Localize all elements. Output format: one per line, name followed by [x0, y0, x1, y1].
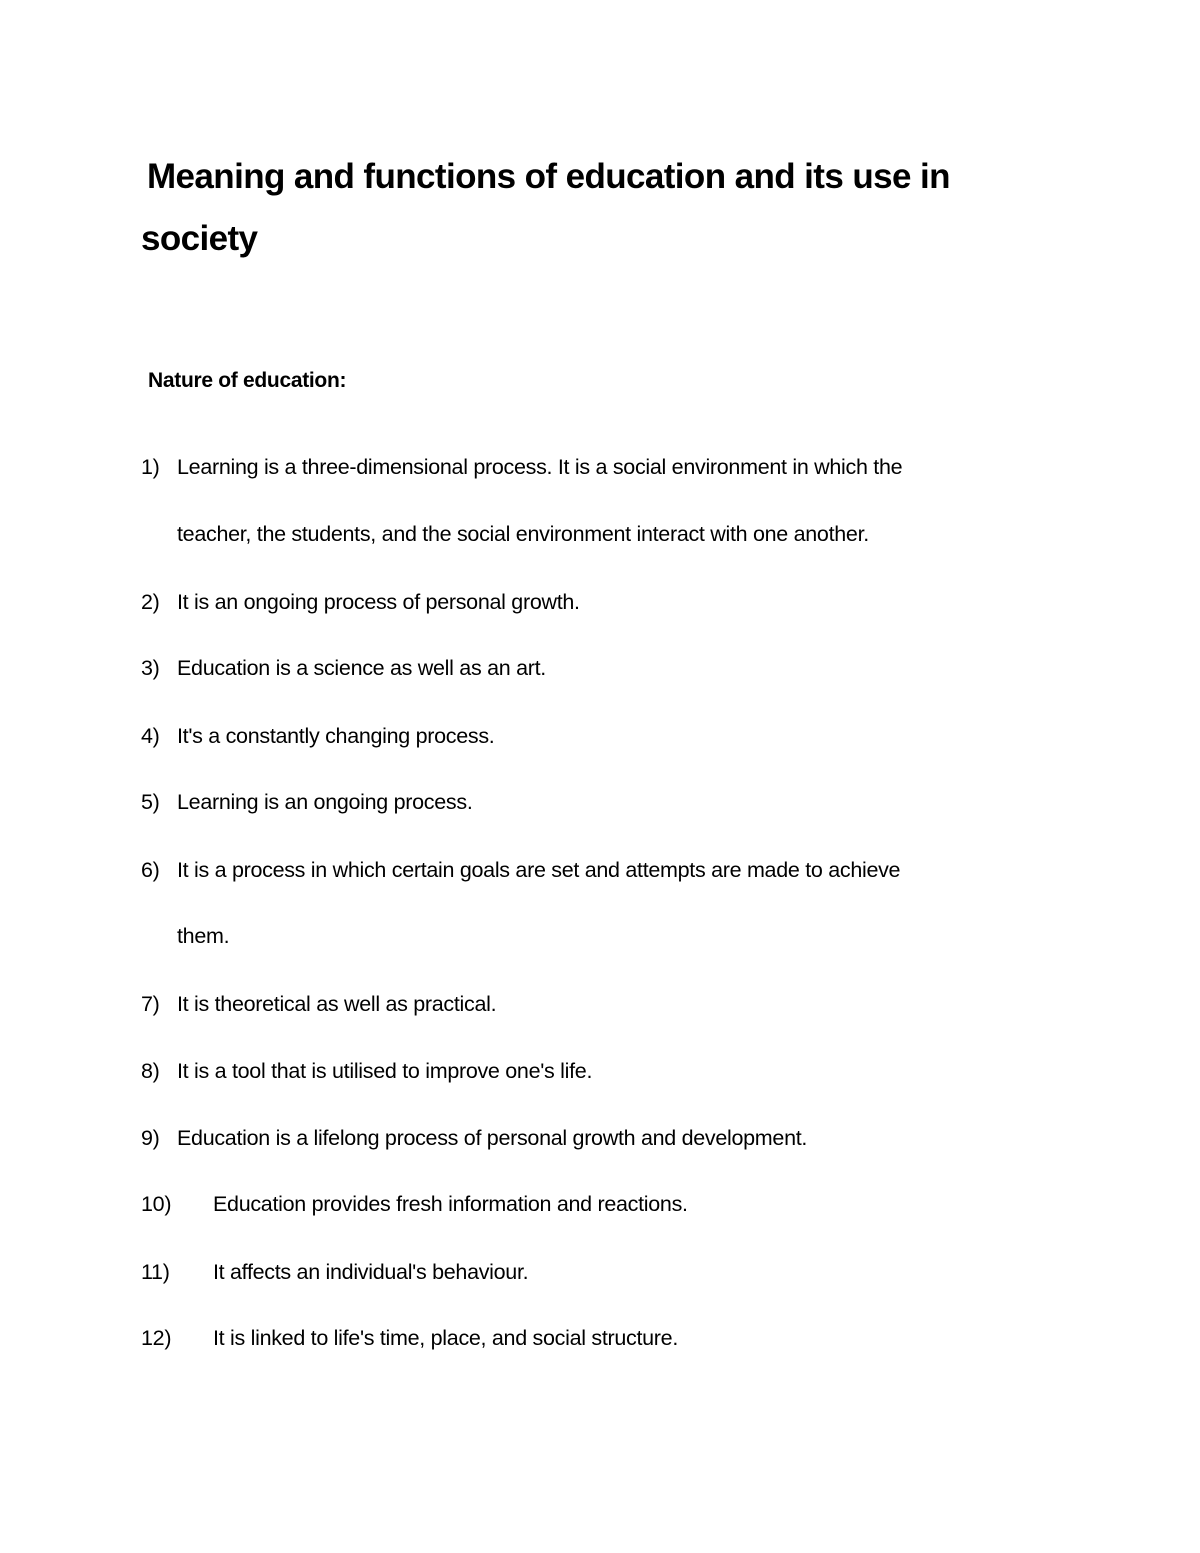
list-item-number: 1): [141, 455, 160, 479]
title-line-1: Meaning and functions of education and its use in: [147, 157, 950, 196]
list-item-number: 2): [141, 590, 160, 614]
list-item-text: Learning is a three-dimensional process. It is a social environment in which the: [177, 455, 903, 479]
list-item-number: 7): [141, 992, 160, 1016]
section-heading: Nature of education:: [148, 369, 347, 392]
list-item-text: It is an ongoing process of personal growth.: [177, 590, 580, 614]
list-item-number: 5): [141, 790, 160, 814]
list-item-text: Education provides fresh information and reactions.: [213, 1192, 688, 1216]
list-item-text: It's a constantly changing process.: [177, 724, 495, 748]
list-item-number: 10): [141, 1192, 172, 1216]
list-item-text: It affects an individual's behaviour.: [213, 1260, 529, 1284]
list-item-number: 4): [141, 724, 160, 748]
list-item-text-continued: teacher, the students, and the social environment interact with one another.: [177, 522, 869, 546]
list-item-number: 8): [141, 1059, 160, 1083]
list-item-number: 6): [141, 858, 160, 882]
list-item-text: Education is a science as well as an art.: [177, 656, 546, 680]
list-item-text-continued: them.: [177, 924, 230, 948]
list-item-text: It is a process in which certain goals are set and attempts are made to achieve: [177, 858, 901, 882]
list-item-text: It is a tool that is utilised to improve one's life.: [177, 1059, 593, 1083]
list-item-number: 9): [141, 1126, 160, 1150]
list-item-number: 11): [141, 1260, 170, 1284]
document-title: [141, 146, 1077, 270]
list-item-text: Education is a lifelong process of personal growth and development.: [177, 1126, 808, 1150]
list-item-number: 12): [141, 1326, 172, 1350]
list-item-number: 3): [141, 656, 160, 680]
list-item-text: Learning is an ongoing process.: [177, 790, 473, 814]
list-item-text: It is theoretical as well as practical.: [177, 992, 497, 1016]
title-line-2: society: [141, 219, 258, 258]
list-item-text: It is linked to life's time, place, and social structure.: [213, 1326, 678, 1350]
